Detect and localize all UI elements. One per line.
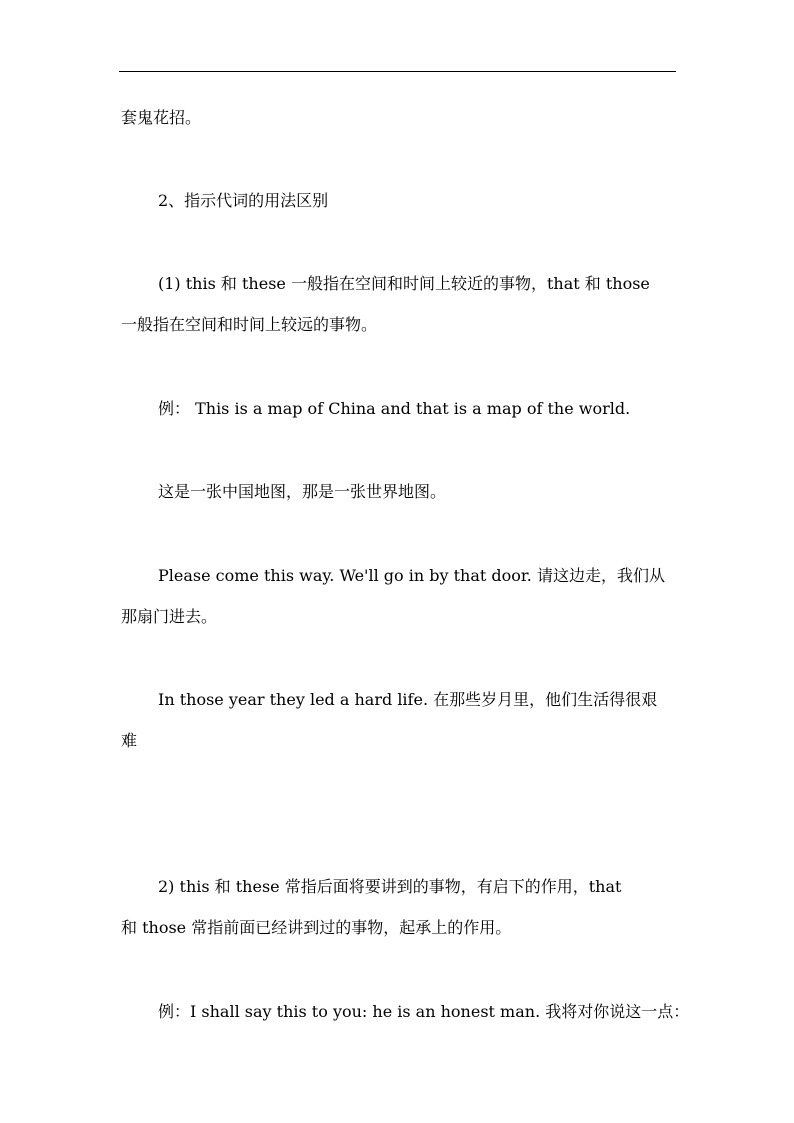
header-rule <box>119 71 676 72</box>
paragraph-line: 2) this 和 these 常指后面将要讲到的事物，有启下的作用，that <box>158 877 622 896</box>
paragraph-line: 套鬼花招。 <box>121 108 202 127</box>
section-heading: 2、指示代词的用法区别 <box>158 191 329 210</box>
example-line: 难 <box>121 731 138 750</box>
paragraph-line: 和 those 常指前面已经讲到过的事物，起承上的作用。 <box>121 918 512 937</box>
paragraph-line: 一般指在空间和时间上较远的事物。 <box>121 315 378 334</box>
example-line: Please come this way. We'll go in by that door. 请这边走，我们从 <box>158 566 665 585</box>
example-line: 例： This is a map of China and that is a map of the world. <box>158 399 631 418</box>
example-translation: 这是一张中国地图，那是一张世界地图。 <box>158 482 447 501</box>
paragraph-line: (1) this 和 these 一般指在空间和时间上较近的事物，that 和 those <box>158 274 650 293</box>
example-line: In those year they led a hard life. 在那些岁月里，他们生活得很艰 <box>158 690 658 709</box>
example-line: 例：I shall say this to you: he is an honest man. 我将对你说这一点： <box>158 1002 690 1021</box>
example-line: 那扇门进去。 <box>121 607 218 626</box>
